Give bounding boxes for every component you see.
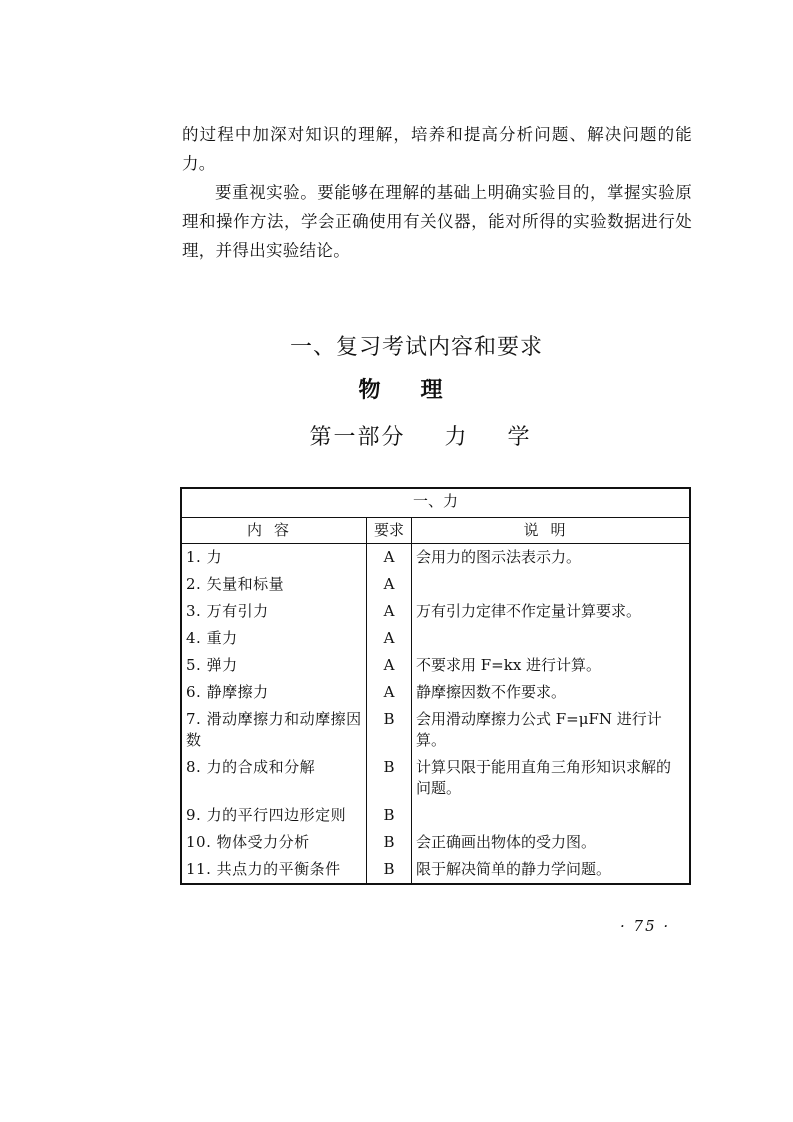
row-content: 11. 共点力的平衡条件 (181, 856, 367, 884)
row-requirement: A (367, 679, 412, 706)
table-row (181, 802, 690, 829)
row-note: 会用力的图示法表示力。 (416, 548, 582, 566)
requirements-table (180, 487, 691, 885)
row-requirement: B (367, 802, 412, 829)
table-row (181, 754, 690, 802)
row-content: 1. 力 (181, 544, 367, 572)
table-row (181, 571, 690, 598)
row-note: 会用滑动摩擦力公式 F=μFN 进行计算。 (416, 710, 662, 749)
row-requirement: B (367, 706, 412, 754)
table-caption: 一、力 (181, 488, 690, 518)
table-row (181, 706, 690, 754)
row-note: 会正确画出物体的受力图。 (416, 833, 597, 851)
row-requirement: A (367, 571, 412, 598)
row-requirement: A (367, 544, 412, 572)
header-content: 内容 (181, 518, 367, 544)
intro-paragraph: 的过程中加深对知识的理解，培养和提高分析问题、解决问题的能力。 (182, 125, 692, 173)
row-note (412, 571, 691, 598)
table-row (181, 544, 690, 572)
row-content: 6. 静摩擦力 (181, 679, 367, 706)
row-note: 不要求用 F=kx 进行计算。 (416, 656, 602, 674)
row-requirement: B (367, 856, 412, 884)
row-content: 4. 重力 (181, 625, 367, 652)
page-number: · 75 · (620, 917, 671, 935)
part-title: 第一部分 力 学 (309, 425, 532, 450)
row-requirement: A (367, 625, 412, 652)
table-row (181, 679, 690, 706)
row-requirement: B (367, 754, 412, 802)
row-note: 静摩擦因数不作要求。 (416, 683, 567, 701)
table-row (181, 652, 690, 679)
section-title: 一、复习考试内容和要求 (289, 335, 543, 360)
row-content: 9. 力的平行四边形定则 (181, 802, 367, 829)
header-requirement: 要求 (367, 518, 412, 544)
row-note: 万有引力定律不作定量计算要求。 (416, 602, 642, 620)
row-content: 8. 力的合成和分解 (181, 754, 367, 802)
row-content: 5. 弹力 (181, 652, 367, 679)
row-content: 3. 万有引力 (181, 598, 367, 625)
table-row (181, 598, 690, 625)
row-note (412, 802, 691, 829)
row-note (412, 625, 691, 652)
header-note: 说明 (412, 518, 691, 544)
table-row (181, 625, 690, 652)
subject-title: 物理 (358, 377, 483, 403)
experiment-paragraph: 要重视实验。要能够在理解的基础上明确实验目的，掌握实验原理和操作方法，学会正确使用有关仪器，能对所得的实验数据进行处理，并得出实验结论。 (182, 183, 692, 260)
table-caption-row (181, 488, 690, 518)
table-header-row (181, 518, 690, 544)
table-row (181, 829, 690, 856)
row-content: 2. 矢量和标量 (181, 571, 367, 598)
row-content: 7. 滑动摩擦力和动摩擦因数 (181, 706, 367, 754)
row-requirement: A (367, 652, 412, 679)
table-row (181, 856, 690, 884)
row-content: 10. 物体受力分析 (181, 829, 367, 856)
row-note: 限于解决简单的静力学问题。 (416, 860, 612, 878)
row-requirement: A (367, 598, 412, 625)
row-requirement: B (367, 829, 412, 856)
row-note: 计算只限于能用直角三角形知识求解的问题。 (416, 758, 672, 797)
